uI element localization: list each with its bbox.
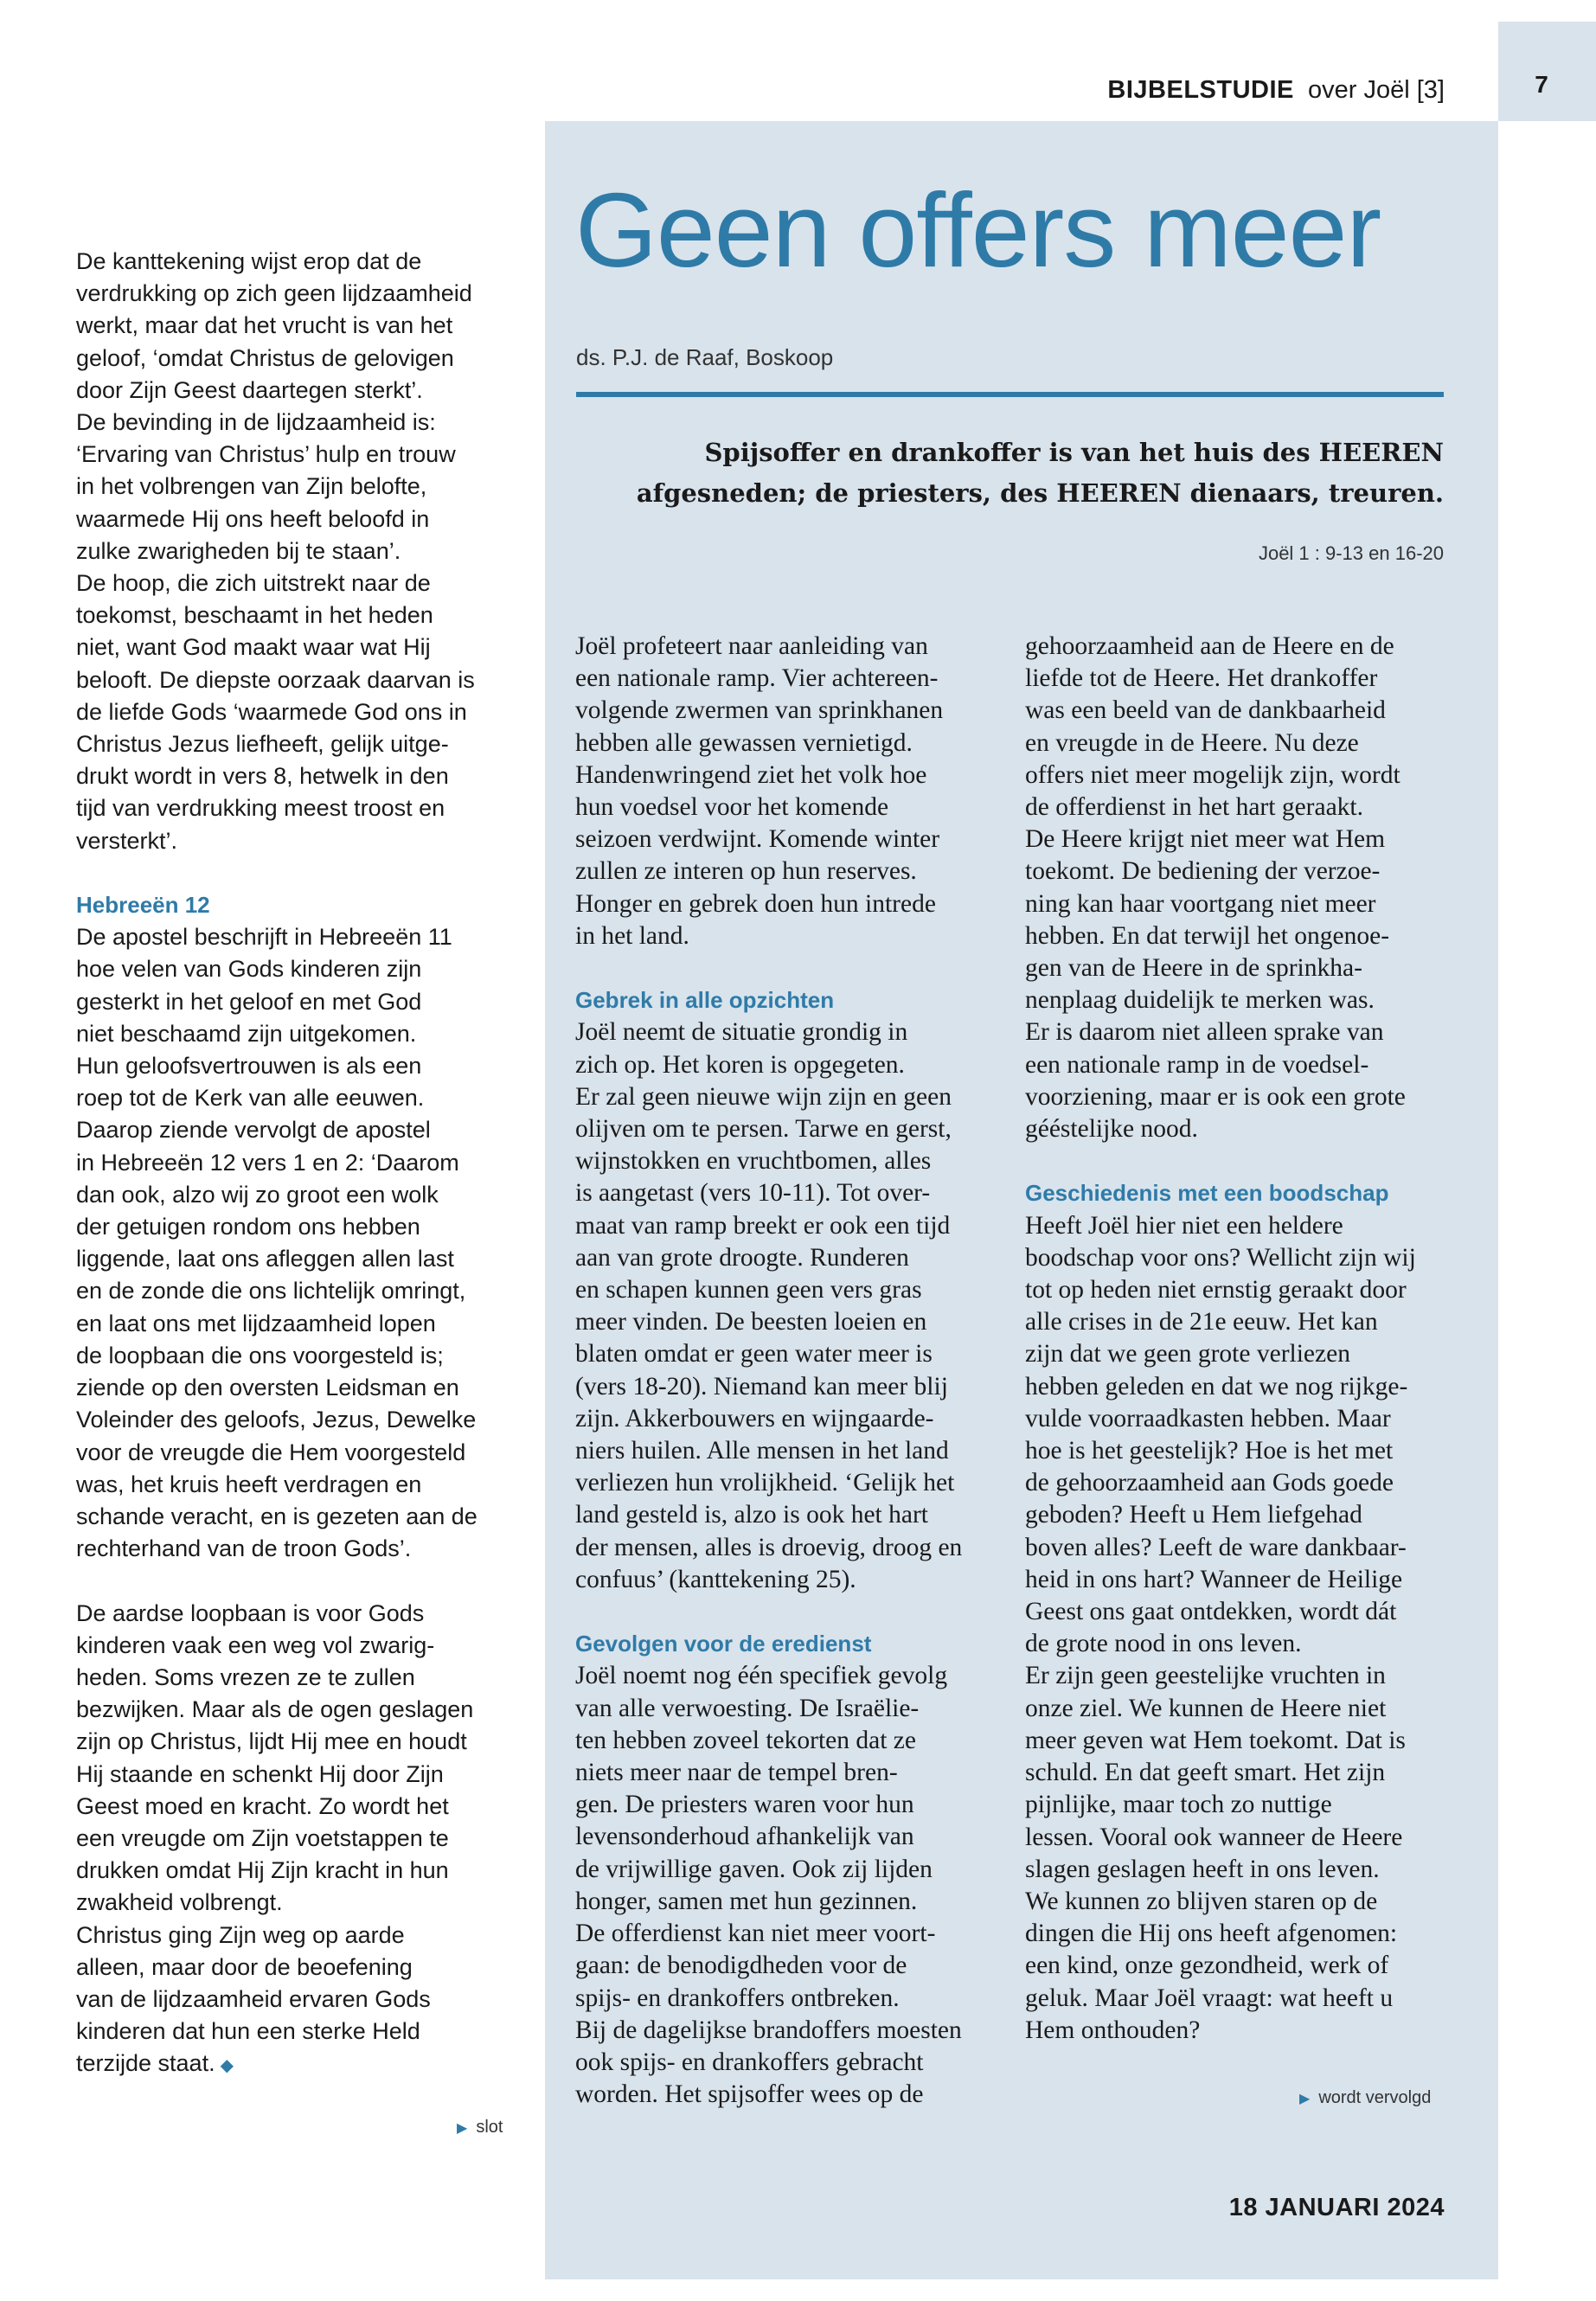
subheading: Gebrek in alle opzichten xyxy=(575,987,835,1014)
text-line: gaan: de benodigdheden voor de xyxy=(575,1952,907,1980)
text-line: zijn. Akkerbouwers en wijngaarde- xyxy=(575,1404,934,1433)
text-line: We kunnen zo blijven staren op de xyxy=(1025,1887,1378,1915)
text-line: pijnlijke, maar toch zo nuttige xyxy=(1025,1791,1332,1819)
text-line: vulde voorraadkasten hebben. Maar xyxy=(1025,1404,1391,1433)
text-line: hebben alle gewassen vernietigd. xyxy=(575,728,913,757)
text-line: Christus ging Zijn weg op aarde xyxy=(76,1921,405,1948)
text-line: De kanttekening wijst erop dat de xyxy=(76,248,422,274)
text-line: meer vinden. De beesten loeien en xyxy=(575,1308,927,1336)
text-line: in Hebreeën 12 vers 1 en 2: ‘Daarom xyxy=(76,1149,459,1176)
text-line xyxy=(76,2048,517,2082)
text-line-content: terzijde staat. xyxy=(76,2050,215,2077)
text-line: verliezen hun vrolijkheid. ‘Gelijk het xyxy=(575,1469,955,1497)
subheading: Gevolgen voor de eredienst xyxy=(575,1631,872,1657)
text-line: volgende zwermen van sprinkhanen xyxy=(575,696,944,725)
text-line: geloof, ‘omdat Christus de gelovigen xyxy=(76,344,454,371)
text-line: werkt, maar dat het vrucht is van het xyxy=(76,312,453,339)
text-line: zich op. Het koren is opgegeten. xyxy=(575,1050,905,1079)
text-line: geboden? Heeft u Hem liefgehad xyxy=(1025,1501,1362,1529)
text-line: is aangetast (vers 10-11). Tot over- xyxy=(575,1179,931,1208)
text-line: der getuigen rondom ons hebben xyxy=(76,1214,420,1240)
text-line: ook spijs- en drankoffers gebracht xyxy=(575,2048,924,2076)
text-line: niets meer naar de tempel bren- xyxy=(575,1759,898,1787)
title-divider xyxy=(576,392,1444,397)
text-line: offers niet meer mogelijk zijn, wordt xyxy=(1025,760,1401,789)
text-line: tijd van verdrukking meest troost en xyxy=(76,795,445,822)
continuation-marker xyxy=(1299,2088,1431,2108)
text-line: gen van de Heere in de sprinkha- xyxy=(1025,954,1362,983)
text-line: voorziening, maar er is ook een grote xyxy=(1025,1082,1406,1111)
text-line: gehoorzaamheid aan de Heere en de xyxy=(1025,632,1394,660)
issue-date: 18 JANUARI 2024 xyxy=(1228,2194,1445,2221)
paragraph xyxy=(76,921,517,1565)
text-line: dan ook, alzo wij zo groot een wolk xyxy=(76,1181,439,1208)
text-line: blaten omdat er geen water meer is xyxy=(575,1340,933,1368)
running-head xyxy=(1107,76,1445,105)
text-line: een vreugde om Zijn voetstappen te xyxy=(76,1824,449,1851)
paragraph xyxy=(1025,1210,1458,2047)
text-line: dingen die Hij ons heeft afgenomen: xyxy=(1025,1920,1398,1948)
text-line: seizoen verdwijnt. Komende winter xyxy=(575,825,940,854)
text-line: Handenwringend ziet het volk hoe xyxy=(575,760,927,789)
text-line: maat van ramp breekt er ook een tijd xyxy=(575,1211,951,1240)
text-line: De offerdienst kan niet meer voort- xyxy=(575,1920,936,1948)
subheading: Geschiedenis met een boodschap xyxy=(1025,1180,1389,1207)
text-line: De Heere krijgt niet meer wat Hem xyxy=(1025,825,1386,854)
text-line: waarmede Hij ons heeft beloofd in xyxy=(76,505,430,532)
text-line: een nationale ramp in de voedsel- xyxy=(1025,1050,1369,1079)
article-author: ds. P.J. de Raaf, Boskoop xyxy=(576,344,834,370)
text-line: Heeft Joël hier niet een heldere xyxy=(1025,1211,1343,1240)
text-line: de vrijwillige gaven. Ook zij lijden xyxy=(575,1855,933,1883)
text-line: en schapen kunnen geen vers gras xyxy=(575,1276,922,1304)
paragraph xyxy=(575,1660,1008,2111)
text-line: tot op heden niet ernstig geraakt door xyxy=(1025,1276,1407,1304)
paragraph xyxy=(76,246,517,857)
text-line: versterkt’. xyxy=(76,827,178,854)
text-line: gééstelijke nood. xyxy=(1025,1115,1198,1144)
text-line: honger, samen met hun gezinnen. xyxy=(575,1887,918,1915)
quote-line: Spijsoffer en drankoffer is van het huis des HEEREN xyxy=(704,438,1444,467)
text-line: was een beeld van de dankbaarheid xyxy=(1025,696,1386,725)
text-line: De hoop, die zich uitstrekt naar de xyxy=(76,570,431,597)
text-line: schuld. En dat geeft smart. Het zijn xyxy=(1025,1759,1386,1787)
text-line: Er zijn geen geestelijke vruchten in xyxy=(1025,1662,1386,1690)
text-line: lessen. Vooral ook wanneer de Heere xyxy=(1025,1823,1403,1851)
paragraph xyxy=(76,1598,517,2083)
text-line: van alle verwoesting. De Israëlie- xyxy=(575,1694,920,1722)
text-line: hoe is het geestelijk? Hoe is het met xyxy=(1025,1437,1394,1465)
text-line: schande veracht, en is gezeten aan de xyxy=(76,1503,478,1529)
text-line: De aardse loopbaan is voor Gods xyxy=(76,1599,425,1626)
text-line: Honger en gebrek doen hun intrede xyxy=(575,889,936,918)
text-line: heid in ons hart? Wanneer de Heilige xyxy=(1025,1565,1403,1593)
text-line: liefde tot de Heere. Het drankoffer xyxy=(1025,664,1378,693)
continuation-marker xyxy=(457,2118,503,2138)
text-line: alle crises in de 21e eeuw. Het kan xyxy=(1025,1308,1378,1336)
text-line: gesterkt in het geloof en met God xyxy=(76,988,422,1015)
text-line: belooft. De diepste oorzaak daarvan is xyxy=(76,666,475,693)
continuation-label: slot xyxy=(476,2118,503,2137)
text-line: slagen geslagen heeft in ons leven. xyxy=(1025,1855,1380,1883)
text-line: de grote nood in ons leven. xyxy=(1025,1630,1302,1658)
text-line: een kind, onze gezondheid, werk of xyxy=(1025,1952,1389,1980)
text-line: toekomt. De bediening der verzoe- xyxy=(1025,857,1381,886)
text-line: niet beschaamd zijn uitgekomen. xyxy=(76,1020,417,1047)
text-line: de loopbaan die ons voorgesteld is; xyxy=(76,1342,444,1368)
text-line: levensonderhoud afhankelijk van xyxy=(575,1823,914,1851)
paragraph-gap xyxy=(575,1596,1008,1628)
text-line: Er is daarom niet alleen sprake van xyxy=(1025,1018,1384,1047)
text-line: spijs- en drankoffers ontbreken. xyxy=(575,1984,900,2012)
text-line: en vreugde in de Heere. Nu deze xyxy=(1025,728,1359,757)
triangle-right-icon: ▶ xyxy=(1299,2092,1311,2106)
text-line: en laat ons met lijdzaamheid lopen xyxy=(76,1310,436,1336)
text-line: hoe velen van Gods kinderen zijn xyxy=(76,956,422,983)
text-line: der mensen, alles is droevig, droog en xyxy=(575,1533,963,1561)
left-column xyxy=(76,246,517,2083)
text-line: was, het kruis heeft verdragen en xyxy=(76,1471,422,1497)
text-line: Er zal geen nieuwe wijn zijn en geen xyxy=(575,1082,952,1111)
text-line: de gehoorzaamheid aan Gods goede xyxy=(1025,1469,1394,1497)
text-line: confuus’ (kanttekening 25). xyxy=(575,1565,856,1593)
text-line: verdrukking op zich geen lijdzaamheid xyxy=(76,280,472,307)
text-line: alleen, maar door de beoefening xyxy=(76,1953,413,1980)
text-line: zwakheid volbrengt. xyxy=(76,1889,283,1916)
text-line: ziende op den oversten Leidsman en xyxy=(76,1375,459,1401)
text-line: worden. Het spijsoffer wees op de xyxy=(575,2080,924,2109)
text-line: zijn op Christus, lijdt Hij mee en houdt xyxy=(76,1728,467,1755)
text-line: bezwijken. Maar als de ogen geslagen xyxy=(76,1696,474,1723)
paragraph-gap xyxy=(76,1565,517,1597)
text-line: zulke zwarigheden bij te staan’. xyxy=(76,537,401,564)
text-line: De bevinding in de lijdzaamheid is: xyxy=(76,409,436,436)
text-line: een nationale ramp. Vier achtereen- xyxy=(575,664,939,693)
text-line: geluk. Maar Joël vraagt: wat heeft u xyxy=(1025,1984,1394,2012)
triangle-right-icon: ▶ xyxy=(457,2121,468,2136)
text-line: ten hebben zoveel tekorten dat ze xyxy=(575,1726,916,1754)
end-of-article-icon: ◆ xyxy=(220,2056,234,2076)
text-line: in het volbrengen van Zijn belofte, xyxy=(76,473,427,500)
text-line: onze ziel. We kunnen de Heere niet xyxy=(1025,1694,1387,1722)
text-line: hebben. En dat terwijl het ongenoe- xyxy=(1025,921,1390,950)
text-line: zullen ze interen op hun reserves. xyxy=(575,857,917,886)
text-line: Joël profeteert naar aanleiding van xyxy=(575,632,928,660)
text-line: De apostel beschrijft in Hebreeën 11 xyxy=(76,924,452,951)
paragraph-gap xyxy=(76,857,517,889)
text-line: gen. De priesters waren voor hun xyxy=(575,1791,914,1819)
text-line: heden. Soms vrezen ze te zullen xyxy=(76,1663,415,1690)
text-line: voor de vreugde die Hem voorgesteld xyxy=(76,1439,466,1465)
text-line: Joël noemt nog één specifiek gevolg xyxy=(575,1662,948,1690)
paragraph-gap xyxy=(575,952,1008,984)
scripture-reference: Joël 1 : 9-13 en 16-20 xyxy=(1258,542,1444,564)
paragraph xyxy=(575,1016,1008,1596)
text-line: Bij de dagelijkse brandoffers moesten xyxy=(575,2016,962,2044)
text-line: land gesteld is, alzo is ook het hart xyxy=(575,1501,928,1529)
paragraph-gap xyxy=(1025,1145,1458,1177)
quote-line: afgesneden; de priesters, des HEEREN dienaars, treuren. xyxy=(636,478,1444,508)
section-name: BIJBELSTUDIE xyxy=(1107,76,1294,104)
text-line: boven alles? Leeft de ware dankbaar- xyxy=(1025,1533,1407,1561)
text-line: Christus Jezus liefheeft, gelijk uitge- xyxy=(76,731,449,758)
middle-column xyxy=(575,631,1008,2111)
text-line: in het land. xyxy=(575,921,689,950)
section-topic: over Joël [3] xyxy=(1308,76,1445,104)
text-line: Daarop ziende vervolgt de apostel xyxy=(76,1117,431,1144)
text-line: kinderen vaak een weg vol zwarig- xyxy=(76,1631,435,1658)
text-line: nenplaag duidelijk te merken was. xyxy=(1025,986,1375,1015)
text-line: Hun geloofsvertrouwen is als een xyxy=(76,1053,422,1080)
text-line: meer geven wat Hem toekomt. Dat is xyxy=(1025,1726,1406,1754)
text-line: door Zijn Geest daartegen sterkt’. xyxy=(76,376,423,403)
right-column xyxy=(1025,631,1458,2047)
text-line: en de zonde die ons lichtelijk omringt, xyxy=(76,1278,466,1304)
text-line: de liefde Gods ‘waarmede God ons in xyxy=(76,698,467,725)
text-line: hun voedsel voor het komende xyxy=(575,793,889,822)
text-line: drukt wordt in vers 8, hetwelk in den xyxy=(76,763,449,790)
article-title: Geen offers meer xyxy=(575,171,1381,289)
paragraph xyxy=(1025,631,1458,1145)
text-line: kinderen dat hun een sterke Held xyxy=(76,2018,420,2045)
text-line: boodschap voor ons? Wellicht zijn wij xyxy=(1025,1243,1416,1272)
text-line: zijn dat we geen grote verliezen xyxy=(1025,1340,1350,1368)
text-line: hebben geleden en dat we nog rijkge- xyxy=(1025,1372,1408,1400)
text-line: roep tot de Kerk van alle eeuwen. xyxy=(76,1085,425,1112)
text-line: Geest moed en kracht. Zo wordt het xyxy=(76,1792,449,1819)
scripture-quote xyxy=(606,433,1444,514)
text-line: aan van grote droogte. Runderen xyxy=(575,1243,909,1272)
text-line: (vers 18-20). Niemand kan meer blij xyxy=(575,1372,948,1400)
paragraph xyxy=(575,631,1008,952)
text-line: van de lijdzaamheid ervaren Gods xyxy=(76,1985,431,2012)
text-line: toekomst, beschaamt in het heden xyxy=(76,602,433,629)
subheading: Hebreeën 12 xyxy=(76,892,210,919)
text-line: drukken omdat Hij Zijn kracht in hun xyxy=(76,1857,449,1884)
text-line: niet, want God maakt waar wat Hij xyxy=(76,634,431,661)
text-line: de offerdienst in het hart geraakt. xyxy=(1025,793,1363,822)
text-line: Geest ons gaat ontdekken, wordt dát xyxy=(1025,1598,1397,1626)
text-line: wijnstokken en vruchtbomen, alles xyxy=(575,1147,932,1176)
page-number: 7 xyxy=(1535,71,1548,98)
text-line: liggende, laat ons afleggen allen last xyxy=(76,1246,454,1272)
text-line: olijven om te persen. Tarwe en gerst, xyxy=(575,1115,952,1144)
text-line: ‘Ervaring van Christus’ hulp en trouw xyxy=(76,441,456,468)
continuation-label: wordt vervolgd xyxy=(1318,2088,1432,2107)
text-line: ning kan haar voortgang niet meer xyxy=(1025,889,1376,918)
text-line: rechterhand van de troon Gods’. xyxy=(76,1535,412,1562)
text-line: Hij staande en schenkt Hij door Zijn xyxy=(76,1760,444,1787)
text-line: niers huilen. Alle mensen in het land xyxy=(575,1437,949,1465)
text-line: Joël neemt de situatie grondig in xyxy=(575,1018,908,1047)
text-line: Hem onthouden? xyxy=(1025,2016,1201,2044)
text-line: Voleinder des geloofs, Jezus, Dewelke xyxy=(76,1407,477,1433)
